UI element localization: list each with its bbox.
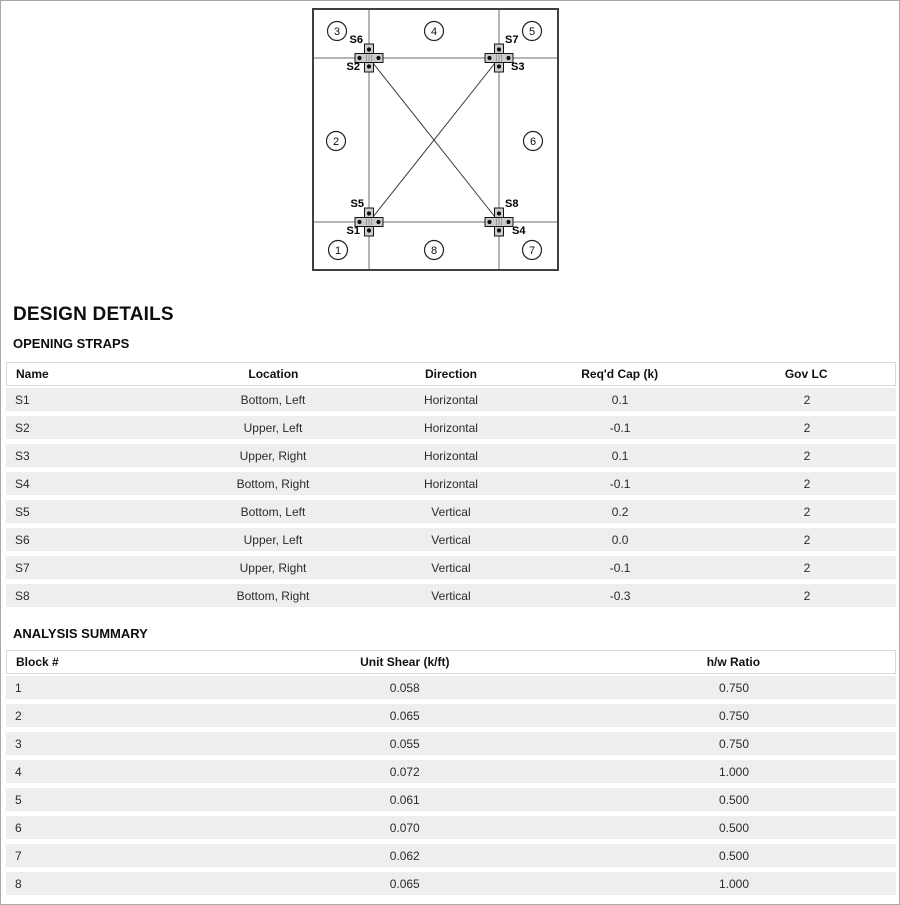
cell-name: S6 (15, 532, 30, 547)
cell-gov-lc: 2 (803, 392, 811, 407)
cell-hw-ratio: 0.500 (718, 848, 749, 863)
cell-location: Bottom, Right (236, 588, 310, 603)
cell-name: S7 (15, 560, 30, 575)
cell-unit-shear: 0.065 (389, 876, 420, 891)
cell-direction: Vertical (431, 504, 471, 519)
svg-text:6: 6 (529, 136, 537, 148)
cell-gov-lc: 2 (803, 448, 811, 463)
cell-name: S2 (15, 420, 30, 435)
table-row (6, 472, 896, 495)
cell-block: 3 (15, 736, 22, 751)
block-number-5 (523, 22, 542, 41)
analysis-summary-title: ANALYSIS SUMMARY (13, 626, 148, 641)
table-row (6, 704, 896, 727)
cell-direction: Horizontal (423, 392, 478, 407)
svg-text:3: 3 (333, 26, 341, 38)
cell-req-cap: -0.1 (609, 476, 631, 491)
cell-unit-shear: 0.058 (389, 680, 420, 695)
svg-text:4: 4 (430, 26, 438, 38)
table-row (6, 676, 896, 699)
cell-req-cap: 0.0 (611, 532, 629, 547)
cell-name: S3 (15, 448, 30, 463)
cell-req-cap: 0.2 (611, 504, 629, 519)
cell-gov-lc: 2 (803, 420, 811, 435)
cell-req-cap: 0.1 (611, 392, 629, 407)
cell-block: 6 (15, 820, 22, 835)
cell-direction: Vertical (431, 532, 471, 547)
strap-label-s3: S3 (511, 61, 525, 73)
cell-block: 7 (15, 848, 22, 863)
wall-elevation-diagram (312, 8, 559, 271)
cell-location: Bottom, Right (236, 476, 310, 491)
table-row (6, 872, 896, 895)
table-row (6, 732, 896, 755)
analysis-summary-table (6, 650, 896, 900)
cell-name: S4 (15, 476, 30, 491)
opening-straps-title: OPENING STRAPS (13, 336, 130, 351)
cell-unit-shear: 0.070 (389, 820, 420, 835)
cell-gov-lc: 2 (803, 504, 811, 519)
cell-direction: Horizontal (423, 448, 478, 463)
cell-req-cap: -0.3 (609, 588, 631, 603)
block-number-1 (329, 241, 348, 260)
cell-unit-shear: 0.072 (389, 764, 420, 779)
cell-hw-ratio: 0.500 (718, 820, 749, 835)
block-number-7 (523, 241, 542, 260)
column-header-gov-lc: Gov LC (784, 367, 828, 381)
strap-marker-lower-right (485, 208, 513, 236)
cell-name: S5 (15, 504, 30, 519)
strap-label-s1: S1 (346, 225, 360, 237)
cell-location: Bottom, Left (240, 504, 306, 519)
strap-label-s2: S2 (346, 61, 360, 73)
opening-diagonals (369, 58, 499, 222)
cell-hw-ratio: 0.750 (718, 736, 749, 751)
cell-hw-ratio: 0.500 (718, 792, 749, 807)
svg-text:7: 7 (528, 245, 536, 257)
column-header-unit-shear: Unit Shear (k/ft) (360, 655, 450, 669)
block-number-6 (524, 132, 543, 151)
table-row (6, 760, 896, 783)
cell-block: 1 (15, 680, 22, 695)
table-row (6, 556, 896, 579)
cell-hw-ratio: 1.000 (718, 876, 749, 891)
cell-block: 4 (15, 764, 22, 779)
block-number-3 (328, 22, 347, 41)
cell-gov-lc: 2 (803, 588, 811, 603)
block-number-4 (425, 22, 444, 41)
table-row (6, 444, 896, 467)
cell-gov-lc: 2 (803, 560, 811, 575)
cell-unit-shear: 0.055 (389, 736, 420, 751)
cell-location: Bottom, Left (240, 392, 306, 407)
design-details-title: DESIGN DETAILS (13, 304, 174, 325)
cell-req-cap: -0.1 (609, 560, 631, 575)
column-header-hw-ratio: h/w Ratio (706, 655, 761, 669)
svg-text:1: 1 (334, 245, 342, 257)
table-row (6, 500, 896, 523)
cell-hw-ratio: 0.750 (718, 708, 749, 723)
cell-unit-shear: 0.062 (389, 848, 420, 863)
cell-direction: Vertical (431, 588, 471, 603)
column-header-block: Block # (16, 655, 59, 669)
block-number-8 (425, 241, 444, 260)
table-row (6, 844, 896, 867)
cell-unit-shear: 0.061 (389, 792, 420, 807)
cell-gov-lc: 2 (803, 476, 811, 491)
cell-location: Upper, Left (243, 532, 303, 547)
opening-straps-table (6, 362, 896, 612)
strap-label-s6: S6 (349, 34, 363, 46)
cell-block: 8 (15, 876, 22, 891)
strap-label-s7: S7 (505, 34, 519, 46)
table-row (6, 416, 896, 439)
table-row (6, 788, 896, 811)
column-header-direction: Direction (424, 367, 477, 381)
table-row (6, 584, 896, 607)
cell-direction: Horizontal (423, 420, 478, 435)
cell-req-cap: 0.1 (611, 448, 629, 463)
cell-name: S8 (15, 588, 30, 603)
analysis-header-row (6, 650, 896, 674)
cell-location: Upper, Right (239, 448, 307, 463)
column-header-location: Location (248, 367, 299, 381)
table-row (6, 528, 896, 551)
column-header-name: Name (16, 367, 49, 381)
table-row (6, 388, 896, 411)
svg-text:5: 5 (528, 26, 536, 38)
cell-location: Upper, Left (243, 420, 303, 435)
cell-req-cap: -0.1 (609, 420, 631, 435)
opening-straps-header-row (6, 362, 896, 386)
svg-text:2: 2 (332, 136, 340, 148)
cell-hw-ratio: 0.750 (718, 680, 749, 695)
cell-direction: Vertical (431, 560, 471, 575)
svg-text:8: 8 (430, 245, 438, 257)
block-number-2 (327, 132, 346, 151)
strap-label-s5: S5 (350, 198, 364, 210)
cell-block: 5 (15, 792, 22, 807)
cell-direction: Horizontal (423, 476, 478, 491)
cell-hw-ratio: 1.000 (718, 764, 749, 779)
column-header-req-cap: Req'd Cap (k) (581, 367, 659, 381)
cell-location: Upper, Right (239, 560, 307, 575)
strap-marker-upper-right (485, 44, 513, 72)
strap-label-s8: S8 (505, 198, 519, 210)
cell-unit-shear: 0.065 (389, 708, 420, 723)
cell-gov-lc: 2 (803, 532, 811, 547)
cell-block: 2 (15, 708, 22, 723)
table-row (6, 816, 896, 839)
strap-label-s4: S4 (512, 225, 526, 237)
cell-name: S1 (15, 392, 30, 407)
